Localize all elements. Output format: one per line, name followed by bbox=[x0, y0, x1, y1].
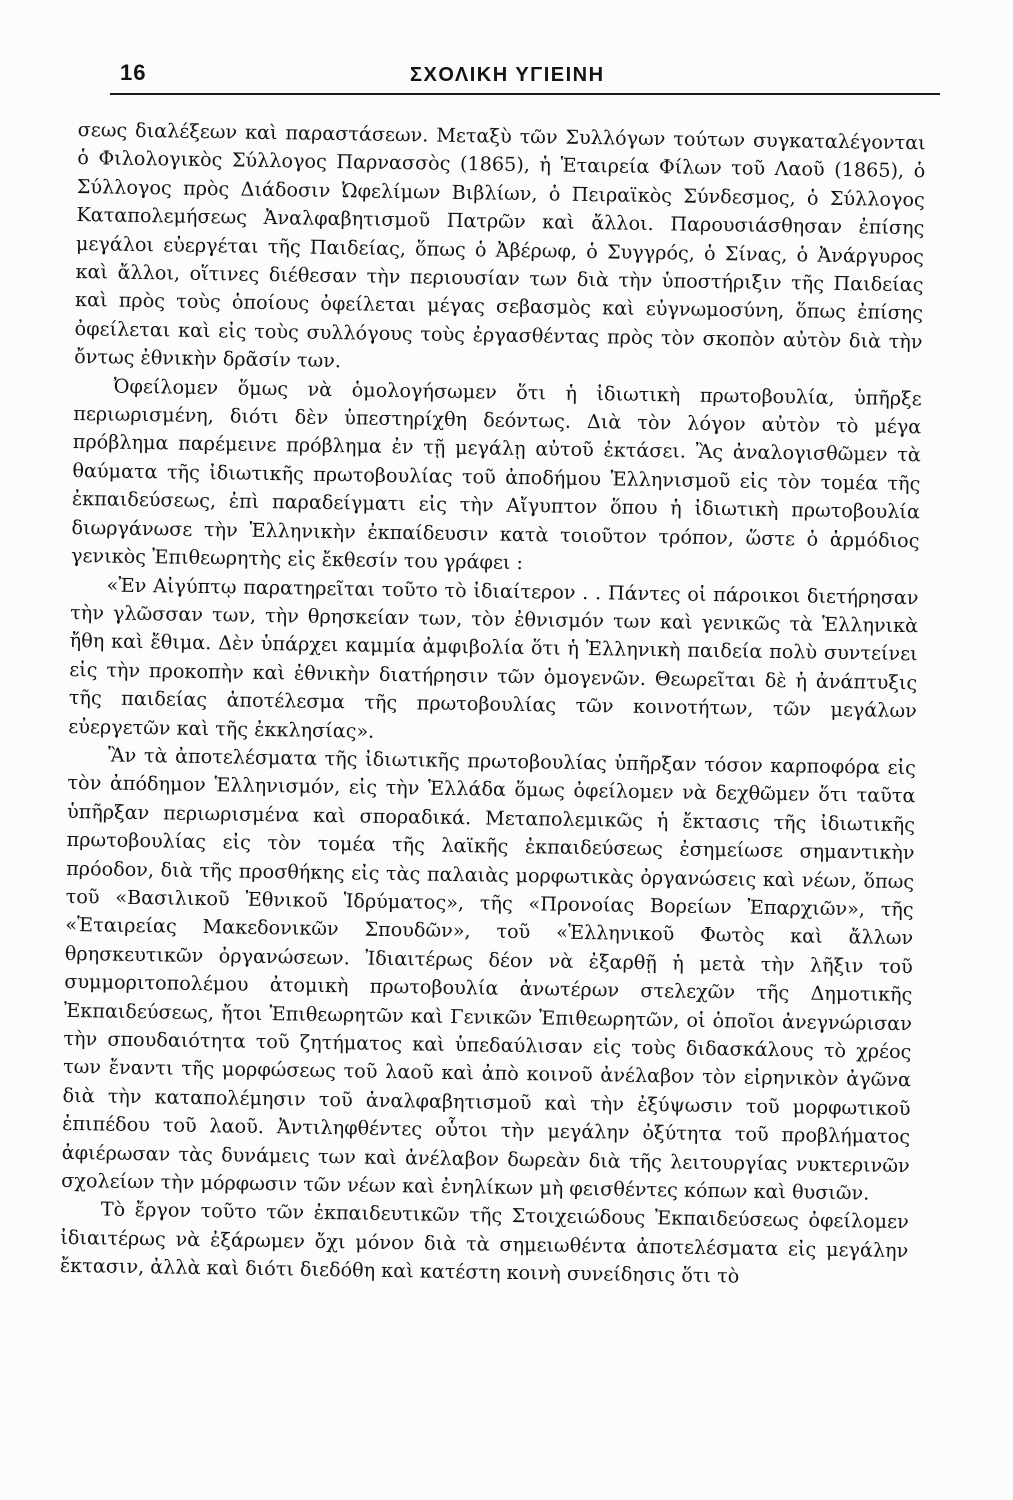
page-header bbox=[110, 56, 940, 96]
header-rule bbox=[110, 93, 940, 95]
paragraph-continuation: σεως διαλέξεων καὶ παραστάσεων. Μεταξὺ τῶν Συλλόγων τούτων συγκαταλέγονται ὁ Φιλολογικὸς Σύλλογος Παρνασσὸς (1865), ἡ Ἑταιρεία Φίλων τοῦ Λαοῦ (1865), ὁ Σύλλογος πρὸς Διάδοσιν Ὠφελίμων Βιβλίων, ὁ Πειραϊκὸς Σύνδεσμος, ὁ Σύλλογος Καταπολεμήσεως Ἀναλφαβητισμοῦ Πατρῶν καὶ ἄλλοι. Παρουσιάσθησαν ἐπίσης μεγάλοι εὐεργέται τῆς Παιδείας, ὅπως ὁ Ἀβέρωφ, ὁ Συγγρός, ὁ Σίνας, ὁ Ἀνάργυρος καὶ ἄλλοι, οἵτινες διέθεσαν τὴν περιουσίαν των διὰ τὴν ὑποστήριξιν τῆς Παιδείας καὶ πρὸς τοὺς ὁποίους ὀφείλεται μέγας σεβασμὸς καὶ εὐγνωμοσύνη, ὅπως ἐπίσης ὀφείλεται καὶ εἰς τοὺς συλλόγους τοὺς ἐργασθέντας πρὸς τὸν σκοπὸν αὐτὸν διὰ τὴν ὄντως ἐθνικὴν δρᾶσίν των. bbox=[74, 117, 926, 373]
paragraph-private-initiative: Ὀφείλομεν ὅμως νὰ ὁμολογήσωμεν ὅτι ἡ ἰδιωτικὴ πρωτοβουλία, ὑπῆρξε περιωρισμένη, διότι δὲν ὑπεστηρίχθη δεόντως. Διὰ τὸν λόγον αὐτὸν τὸ μέγα πρόβλημα παρέμεινε πρόβλημα ἐν τῇ μεγάλῃ αὐτοῦ ἐκτάσει. Ἂς ἀναλογισθῶμεν τὰ θαύματα τῆς ἰδιωτικῆς πρωτοβουλίας τοῦ ἀποδήμου Ἑλληνισμοῦ εἰς τὸν τομέα τῆς ἐκπαιδεύσεως, ἐπὶ παραδείγματι εἰς τὴν Αἴγυπτον ὅπου ἡ ἰδιωτικὴ πρωτοβουλία διωργάνωσε τὴν Ἑλληνικὴν ἐκπαίδευσιν κατὰ τοιοῦτον τρόπον, ὥστε ὁ ἁρμόδιος γενικὸς Ἐπιθεωρητὴς εἰς ἔκθεσίν του γράφει : bbox=[70, 374, 922, 575]
page-number: 16 bbox=[120, 60, 147, 85]
paragraph-postwar-results: Ἂν τὰ ἀποτελέσματα τῆς ἰδιωτικῆς πρωτοβουλίας ὑπῆρξαν τόσον καρποφόρα εἰς τὸν ἀπόδημον Ἑλληνισμόν, εἰς τὴν Ἑλλάδα ὅμως ὀφείλομεν νὰ δεχθῶμεν ὅτι ταῦτα ὑπῆρξαν περιωρισμένα καὶ σποραδικά. Μεταπολεμικῶς ἡ ἔκτασις τῆς ἰδιωτικῆς πρωτοβουλίας εἰς τὸν τομέα τῆς λαϊκῆς ἐκπαιδεύσεως ἐσημείωσε σημαντικὴν πρόοδον, διὰ τῆς προσθήκης εἰς τὰς παλαιὰς μορφωτικὰς ὀργανώσεις καὶ νέων, ὅπως τοῦ «Βασιλικοῦ Ἐθνικοῦ Ἱδρύματος», τῆς «Προνοίας Βορείων Ἐπαρχιῶν», τῆς «Ἑταιρείας Μακεδονικῶν Σπουδῶν», τοῦ «Ἑλληνικοῦ Φωτὸς καὶ ἄλλων θρησκευτικῶν ὀργανώσεων. Ἰδιαιτέρως δέον νὰ ἐξαρθῇ ἡ μετὰ τὴν λῆξιν τοῦ συμμοριτοπολέμου ἀτομικὴ πρωτοβουλία ἀνωτέρων στελεχῶν τῆς Δημοτικῆς Ἐκπαιδεύσεως, ἤτοι Ἐπιθεωρητῶν καὶ Γενικῶν Ἐπιθεωρητῶν, οἱ ὁποῖοι ἀνεγνώρισαν τὴν σπουδαιότητα τοῦ ζητήματος καὶ ὑπεδαύλισαν εἰς τοὺς διδασκάλους τὸ χρέος των ἔναντι τῆς μορφώσεως τοῦ λαοῦ καὶ ἀπὸ κοινοῦ ἀνέλαβον τὸν εἰρηνικὸν ἀγῶνα διὰ τὴν καταπολέμησιν τοῦ ἀναλφαβητισμοῦ καὶ τὴν ἐξύψωσιν τοῦ μορφωτικοῦ ἐπιπέδου τοῦ λαοῦ. Ἀντιληφθέντες οὗτοι τὴν μεγάλην ὀξύτητα τοῦ προβλήματος ἀφιέρωσαν τὰς δυνάμεις των καὶ ἀνέλαβον δωρεὰν διὰ τῆς λειτουργίας νυκτερινῶν σχολείων τὴν μόρφωσιν τῶν νέων καὶ ἐνηλίκων μὴ φεισθέντες κόπων καὶ θυσιῶν. bbox=[61, 743, 917, 1205]
paragraph-egypt-quote: «Ἐν Αἰγύπτῳ παρατηρεῖται τοῦτο τὸ ἰδιαίτερον . . Πάντες οἱ πάροικοι διετήρησαν τὴν γλῶσσαν των, τὴν θρησκείαν των, τὸν ἐθνισμόν των καὶ γενικῶς τὰ Ἑλληνικὰ ἤθη καὶ ἔθιμα. Δὲν ὑπάρχει καμμία ἀμφιβολία ὅτι ἡ Ἑλληνικὴ παιδεία πολὺ συντείνει εἰς τὴν προκοπὴν καὶ ἐθνικὴν διατήρησιν τῶν ὁμογενῶν. Θεωρεῖται δὲ ἡ ἀνάπτυξις τῆς παιδείας ἀποτέλεσμα τῆς πρωτοβουλίας τῶν κοινοτήτων, τῶν μεγάλων εὐεργετῶν καὶ τῆς ἐκκλησίας». bbox=[68, 573, 919, 743]
running-title: ΣΧΟΛΙΚΗ ΥΓΙΕΙΝΗ bbox=[410, 64, 605, 86]
body-text bbox=[60, 116, 926, 1294]
paragraph-teachers-work: Τὸ ἔργον τοῦτο τῶν ἐκπαιδευτικῶν τῆς Στοιχειώδους Ἐκπαιδεύσεως ὀφείλομεν ἰδιαιτέρως νὰ ἐξάρωμεν ὄχι μόνον διὰ τὰ σημειωθέντα ἀποτελέσματα εἰς μεγάλην ἔκτασιν, ἀλλὰ καὶ διότι διεδόθη καὶ κατέστη κοινὴ συνείδησις ὅτι τὸ bbox=[59, 1197, 909, 1288]
